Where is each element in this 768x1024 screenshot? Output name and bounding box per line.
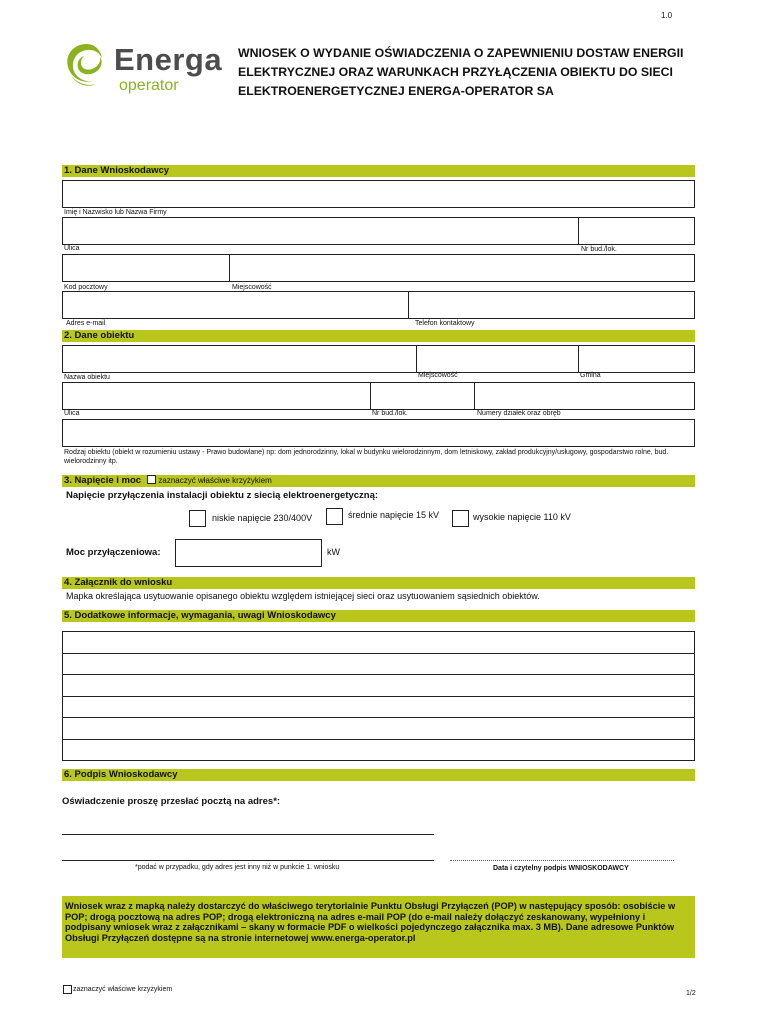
medium-voltage-checkbox[interactable]: [326, 508, 343, 525]
section2-header: 2. Dane obiektu: [62, 330, 695, 342]
page-number: 1/2: [686, 990, 696, 997]
additional-info-line: [63, 717, 694, 718]
voltage-question: Napięcie przyłączenia instalacji obiektu z siecią elektroenergetyczną:: [66, 490, 379, 501]
section1-header: 1. Dane Wnioskodawcy: [62, 165, 695, 177]
signature-line[interactable]: [450, 860, 674, 861]
applicant-name-field[interactable]: [62, 180, 695, 208]
logo-sub-text: operator: [119, 77, 179, 94]
power-unit: kW: [327, 547, 340, 557]
footer-hint: zaznaczyć właściwe krzyżykiem: [73, 986, 173, 993]
additional-info-line: [63, 739, 694, 740]
version-number: 1.0: [661, 11, 673, 20]
logo-swirl-icon: [62, 40, 112, 90]
section3-hint: zaznaczyć właściwe krzyżykiem: [158, 476, 272, 485]
additional-info-line: [63, 674, 694, 675]
attachment-text: Mapka określająca usytuowanie opisanego obiektu względem istniejącej sieci oraz usytuowaniem sąsiednich obiektów.: [66, 591, 540, 601]
high-voltage-label: wysokie napięcie 110 kV: [473, 512, 571, 522]
object-commune-field[interactable]: [578, 345, 695, 373]
object-plots-field[interactable]: [474, 382, 695, 410]
object-name-field[interactable]: [62, 345, 417, 373]
applicant-street-field[interactable]: [62, 217, 579, 245]
applicant-phone-label: Telefon kontaktowy: [415, 320, 475, 327]
additional-info-field[interactable]: [62, 631, 695, 761]
section5-header: 5. Dodatkowe informacje, wymagania, uwagi Wnioskodawcy: [62, 610, 695, 622]
object-street-field[interactable]: [62, 382, 371, 410]
low-voltage-checkbox[interactable]: [189, 510, 206, 527]
applicant-phone-field[interactable]: [408, 291, 695, 319]
object-building-field[interactable]: [370, 382, 475, 410]
energa-operator-logo: [62, 38, 232, 98]
applicant-city-field[interactable]: [229, 254, 695, 282]
section4-header: 4. Załącznik do wniosku: [62, 577, 695, 589]
power-field[interactable]: [175, 539, 322, 567]
object-name-label: Nazwa obiektu: [64, 374, 110, 381]
applicant-email-label: Adres e-mail: [66, 320, 106, 327]
additional-info-line: [63, 653, 694, 654]
object-plots-label: Numery działek oraz obręb: [477, 410, 561, 417]
object-type-label: Rodzaj obiektu (obiekt w rozumieniu ustawy - Prawo budowlane) np: dom jednorodzinny, lokal w budynku wielorodzinnym, dom letniskowy, zakład produkcyjny/usługowy, gospodarstwo rolne, bud. wielorodzinny itp.: [64, 449, 669, 465]
applicant-name-label: Imię i Nazwisko lub Nazwa Firmy: [64, 209, 167, 216]
section3-hint-checkbox: [147, 475, 156, 484]
object-city-field[interactable]: [416, 345, 579, 373]
power-label: Moc przyłączeniowa:: [66, 547, 161, 558]
address-note: *podać w przypadku, gdy adres jest inny niż w punkcie 1. wniosku: [135, 864, 340, 871]
applicant-city-label: Miejscowość: [232, 284, 272, 291]
signature-label: Data i czytelny podpis WNIOSKODAWCY: [493, 865, 629, 872]
object-building-label: Nr bud./lok.: [372, 410, 408, 417]
section6-header: 6. Podpis Wnioskodawcy: [62, 769, 695, 781]
footer-hint-checkbox: [63, 985, 72, 994]
applicant-building-label: Nr bud./lok.: [581, 246, 617, 253]
medium-voltage-label: średnie napięcie 15 kV: [348, 510, 440, 520]
object-type-field[interactable]: [62, 419, 695, 447]
high-voltage-checkbox[interactable]: [452, 510, 469, 527]
object-city-label: Miejscowość: [418, 372, 458, 379]
section3-header: [62, 475, 695, 487]
applicant-postal-label: Kod pocztowy: [64, 284, 108, 291]
submission-info: Wniosek wraz z mapką należy dostarczyć do właściwego terytorialnie Punktu Obsługi Przyłączeń (POP) w następujący sposób: osobiście w POP; drogą pocztową na adres POP; drogą elektroniczną na adres e-mail POP (do e-mail należy dołączyć zeskanowany, wypełniony i podpisany wniosek wraz z załącznikami – skany w formacie PDF o wielkości pojedynczego załącznika max. 3 MB). Dane adresowe Punktów Obsługi Przyłączeń dostępne są na stronie internetowej www.energa-operator.pl: [62, 896, 695, 958]
additional-info-line: [63, 696, 694, 697]
address-line-2[interactable]: [62, 860, 434, 861]
applicant-street-label: Ulica: [64, 245, 80, 252]
object-street-label: Ulica: [64, 410, 80, 417]
section3-title: 3. Napięcie i moc: [64, 475, 142, 486]
applicant-building-field[interactable]: [578, 217, 695, 245]
address-line-1[interactable]: [62, 834, 434, 835]
form-title: WNIOSEK O WYDANIE OŚWIADCZENIA O ZAPEWNIENIU DOSTAW ENERGII ELEKTRYCZNEJ ORAZ WARUNKACH PRZYŁĄCZENIA OBIEKTU DO SIECI ELEKTROENERGETYCZNEJ ENERGA-OPERATOR SA: [238, 46, 684, 98]
applicant-postal-field[interactable]: [62, 254, 230, 282]
object-commune-label: Gmina: [580, 372, 601, 379]
logo-brand-text: Energa: [114, 42, 223, 77]
address-prompt: Oświadczenie proszę przesłać pocztą na adres*:: [62, 796, 281, 807]
applicant-email-field[interactable]: [62, 291, 409, 319]
low-voltage-label: niskie napięcie 230/400V: [212, 513, 313, 523]
